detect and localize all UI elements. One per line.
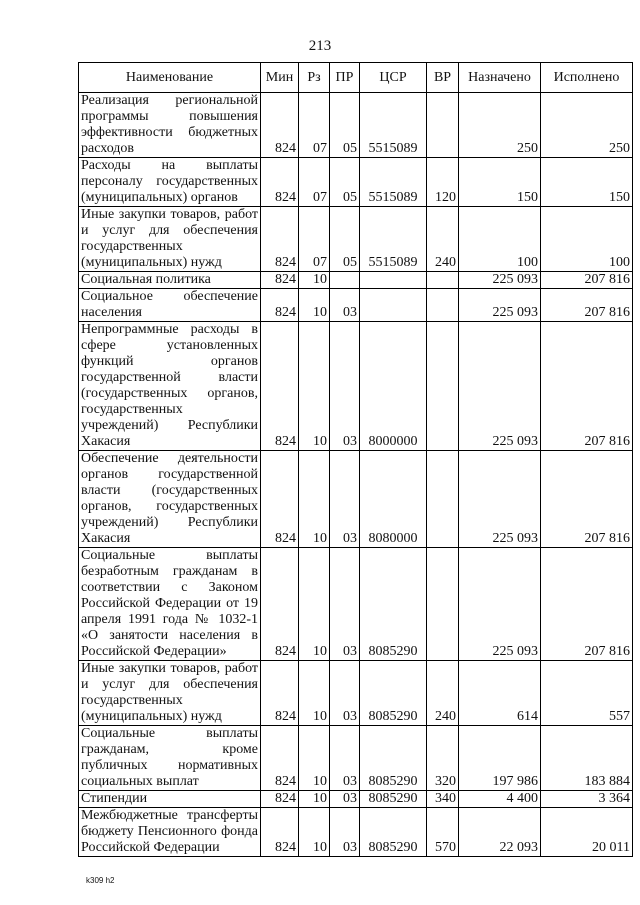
cell-pr: 03 bbox=[330, 808, 360, 857]
cell-csr bbox=[360, 289, 427, 322]
cell-pr: 05 bbox=[330, 93, 360, 158]
cell-assigned: 614 bbox=[459, 661, 541, 726]
cell-csr: 5515089 bbox=[360, 158, 427, 207]
cell-rz: 10 bbox=[299, 272, 330, 289]
cell-name: Расходы на выплаты персоналу государственных (муниципальных) органов bbox=[79, 158, 261, 207]
cell-csr: 5515089 bbox=[360, 93, 427, 158]
cell-assigned: 100 bbox=[459, 207, 541, 272]
cell-vr: 570 bbox=[427, 808, 459, 857]
cell-assigned: 225 093 bbox=[459, 272, 541, 289]
cell-csr: 5515089 bbox=[360, 207, 427, 272]
cell-min: 824 bbox=[261, 548, 299, 661]
table-row bbox=[79, 207, 633, 272]
table-header-row bbox=[79, 63, 633, 93]
cell-csr: 8085290 bbox=[360, 808, 427, 857]
table-row bbox=[79, 548, 633, 661]
table-row bbox=[79, 726, 633, 791]
budget-table bbox=[78, 62, 633, 857]
cell-min: 824 bbox=[261, 207, 299, 272]
cell-name: Стипендии bbox=[79, 791, 261, 808]
col-header-name: Наименование bbox=[79, 63, 261, 93]
cell-min: 824 bbox=[261, 726, 299, 791]
cell-assigned: 225 093 bbox=[459, 289, 541, 322]
cell-csr: 8085290 bbox=[360, 726, 427, 791]
cell-assigned: 150 bbox=[459, 158, 541, 207]
table-row bbox=[79, 158, 633, 207]
table-row bbox=[79, 808, 633, 857]
cell-assigned: 225 093 bbox=[459, 548, 541, 661]
cell-rz: 10 bbox=[299, 661, 330, 726]
cell-vr: 340 bbox=[427, 791, 459, 808]
footer-code: k309 h2 bbox=[86, 876, 115, 885]
cell-executed: 557 bbox=[541, 661, 633, 726]
cell-min: 824 bbox=[261, 791, 299, 808]
cell-executed: 207 816 bbox=[541, 289, 633, 322]
cell-min: 824 bbox=[261, 661, 299, 726]
cell-executed: 250 bbox=[541, 93, 633, 158]
cell-pr: 03 bbox=[330, 548, 360, 661]
table-row bbox=[79, 451, 633, 548]
cell-csr: 8080000 bbox=[360, 451, 427, 548]
cell-vr bbox=[427, 93, 459, 158]
cell-rz: 10 bbox=[299, 548, 330, 661]
cell-executed: 20 011 bbox=[541, 808, 633, 857]
cell-assigned: 225 093 bbox=[459, 322, 541, 451]
cell-min: 824 bbox=[261, 808, 299, 857]
cell-assigned: 225 093 bbox=[459, 451, 541, 548]
cell-assigned: 22 093 bbox=[459, 808, 541, 857]
cell-rz: 07 bbox=[299, 93, 330, 158]
col-header-rz: Рз bbox=[299, 63, 330, 93]
cell-min: 824 bbox=[261, 93, 299, 158]
cell-pr: 05 bbox=[330, 207, 360, 272]
cell-pr bbox=[330, 272, 360, 289]
cell-pr: 03 bbox=[330, 661, 360, 726]
cell-pr: 05 bbox=[330, 158, 360, 207]
col-header-executed: Исполнено bbox=[541, 63, 633, 93]
cell-pr: 03 bbox=[330, 726, 360, 791]
col-header-assigned: Назначено bbox=[459, 63, 541, 93]
cell-executed: 3 364 bbox=[541, 791, 633, 808]
cell-assigned: 4 400 bbox=[459, 791, 541, 808]
cell-vr: 240 bbox=[427, 207, 459, 272]
col-header-min: Мин bbox=[261, 63, 299, 93]
cell-csr: 8085290 bbox=[360, 661, 427, 726]
cell-csr: 8085290 bbox=[360, 548, 427, 661]
page-number: 213 bbox=[308, 38, 332, 54]
cell-assigned: 250 bbox=[459, 93, 541, 158]
cell-pr: 03 bbox=[330, 791, 360, 808]
table-row bbox=[79, 661, 633, 726]
cell-name: Иные закупки товаров, работ и услуг для обеспечения государственных (муниципальных) нужд bbox=[79, 207, 261, 272]
table-row bbox=[79, 93, 633, 158]
cell-min: 824 bbox=[261, 451, 299, 548]
cell-rz: 10 bbox=[299, 808, 330, 857]
cell-executed: 100 bbox=[541, 207, 633, 272]
col-header-vr: ВР bbox=[427, 63, 459, 93]
table-row bbox=[79, 322, 633, 451]
cell-executed: 207 816 bbox=[541, 272, 633, 289]
cell-vr bbox=[427, 272, 459, 289]
cell-executed: 207 816 bbox=[541, 548, 633, 661]
cell-name: Социальные выплаты гражданам, кроме публичных нормативных социальных выплат bbox=[79, 726, 261, 791]
cell-assigned: 197 986 bbox=[459, 726, 541, 791]
cell-vr bbox=[427, 548, 459, 661]
cell-rz: 10 bbox=[299, 289, 330, 322]
cell-min: 824 bbox=[261, 289, 299, 322]
table-row bbox=[79, 272, 633, 289]
col-header-pr: ПР bbox=[330, 63, 360, 93]
cell-csr: 8085290 bbox=[360, 791, 427, 808]
cell-name: Социальное обеспечение населения bbox=[79, 289, 261, 322]
cell-vr: 320 bbox=[427, 726, 459, 791]
cell-name: Межбюджетные трансферты бюджету Пенсионного фонда Российской Федерации bbox=[79, 808, 261, 857]
col-header-csr: ЦСР bbox=[360, 63, 427, 93]
cell-min: 824 bbox=[261, 158, 299, 207]
cell-executed: 207 816 bbox=[541, 322, 633, 451]
cell-vr bbox=[427, 289, 459, 322]
cell-name: Реализация региональной программы повышения эффективности бюджетных расходов bbox=[79, 93, 261, 158]
cell-rz: 07 bbox=[299, 158, 330, 207]
cell-rz: 10 bbox=[299, 451, 330, 548]
table-row bbox=[79, 289, 633, 322]
cell-vr bbox=[427, 451, 459, 548]
cell-executed: 207 816 bbox=[541, 451, 633, 548]
cell-name: Социальная политика bbox=[79, 272, 261, 289]
cell-rz: 10 bbox=[299, 726, 330, 791]
cell-vr: 240 bbox=[427, 661, 459, 726]
cell-name: Иные закупки товаров, работ и услуг для обеспечения государственных (муниципальных) нужд bbox=[79, 661, 261, 726]
cell-rz: 10 bbox=[299, 791, 330, 808]
cell-vr bbox=[427, 322, 459, 451]
cell-executed: 183 884 bbox=[541, 726, 633, 791]
cell-name: Обеспечение деятельности органов государственной власти (государственных органов, государственных учреждений) Республики Хакасия bbox=[79, 451, 261, 548]
cell-name: Непрограммные расходы в сфере установленных функций органов государственной власти (государственных органов, государственных учреждений) Республики Хакасия bbox=[79, 322, 261, 451]
cell-executed: 150 bbox=[541, 158, 633, 207]
cell-csr bbox=[360, 272, 427, 289]
cell-vr: 120 bbox=[427, 158, 459, 207]
cell-csr: 8000000 bbox=[360, 322, 427, 451]
cell-pr: 03 bbox=[330, 289, 360, 322]
cell-min: 824 bbox=[261, 322, 299, 451]
cell-name: Социальные выплаты безработным гражданам в соответствии с Законом Российской Федерации от 19 апреля 1991 года № 1032-1 «О занятости населения в Российской Федерации» bbox=[79, 548, 261, 661]
table-row bbox=[79, 791, 633, 808]
cell-pr: 03 bbox=[330, 451, 360, 548]
cell-rz: 10 bbox=[299, 322, 330, 451]
cell-min: 824 bbox=[261, 272, 299, 289]
cell-rz: 07 bbox=[299, 207, 330, 272]
cell-pr: 03 bbox=[330, 322, 360, 451]
